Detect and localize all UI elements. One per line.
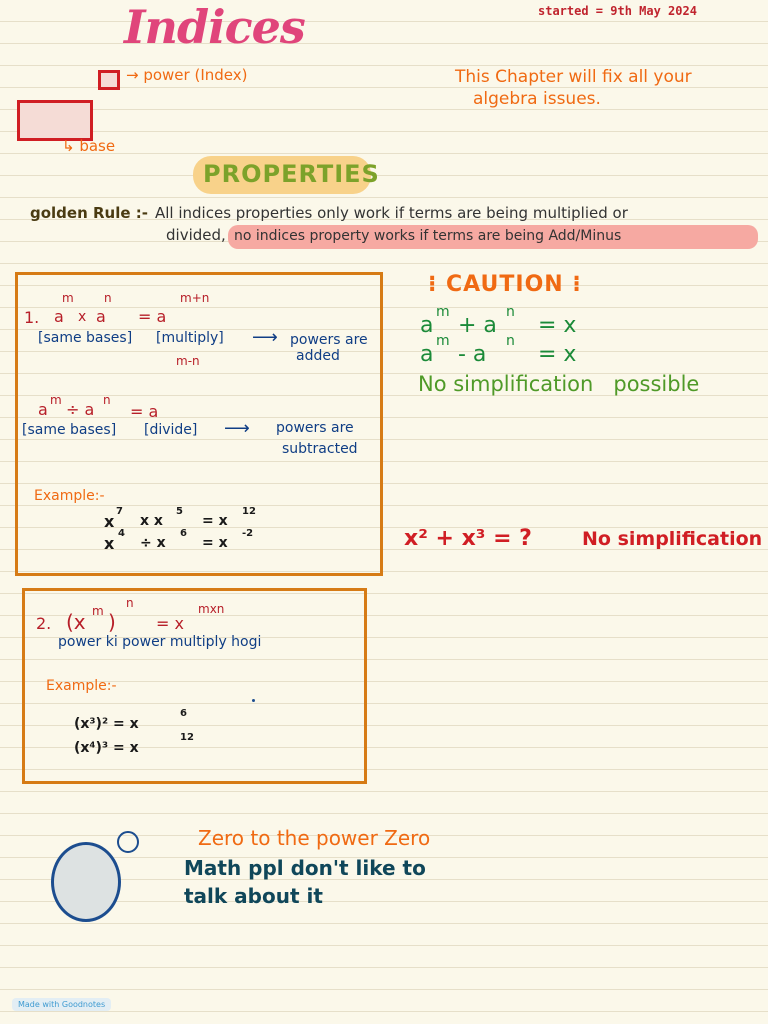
ink-dot: [252, 699, 255, 702]
rule-2-ex1-sup: 6: [180, 708, 187, 719]
ellipse-doodle: [51, 842, 121, 922]
rule-2-sup-m: m: [92, 604, 104, 618]
rule-1-div-sign: ÷ a: [66, 400, 95, 419]
rule-1-ex2-sup-6: 6: [180, 528, 187, 539]
rule-1-added-line-1: powers are: [290, 332, 368, 348]
rule-2-sup-n: n: [126, 596, 134, 610]
caution-eq1-plus: + a: [458, 313, 497, 338]
rule-1-ex2-equals: = x: [202, 535, 228, 551]
caution-eq1-rhs: = x: [538, 313, 577, 338]
rule-1-ex1-equals: = x: [202, 513, 228, 529]
rule-2-ex1: (x³)² = x: [74, 716, 139, 732]
rule-1-divide: [divide]: [144, 422, 198, 438]
rule-1-div-sup-n: n: [103, 393, 111, 407]
zero-power-heading: Zero to the power Zero: [198, 826, 431, 850]
rule-1-ex1-sup-7: 7: [116, 506, 123, 517]
rule-1-div-equals: = a: [130, 402, 159, 421]
rule-1-ex1-x: x: [104, 512, 115, 531]
base-box-diagram: [17, 100, 93, 141]
golden-rule-highlight-text: no indices property works if terms are being Add/Minus: [234, 228, 622, 244]
rule-1-ex2-sup-m2: -2: [242, 528, 254, 539]
rule-1-ex2-sup-4: 4: [118, 528, 125, 539]
rule-1-equals: = a: [138, 307, 167, 326]
rule-1-sup-m: m: [62, 291, 74, 305]
base-label-text: base: [79, 137, 116, 155]
caution-eq1-sup-n: n: [506, 304, 515, 320]
rule-1-base-a2: a: [96, 307, 106, 326]
rule-1-sup-mplusn: m+n: [180, 291, 210, 305]
rule-2-number: 2.: [36, 614, 52, 633]
rule-1-multiply: [multiply]: [156, 330, 224, 346]
rule-2-ex2-sup: 12: [180, 732, 194, 743]
rule-1-same-bases: [same bases]: [38, 330, 133, 346]
rule-1-ex1-sup-12: 12: [242, 506, 256, 517]
arrow-right-icon: ⟶: [252, 327, 278, 348]
rule-1-ex2-div: ÷ x: [140, 535, 166, 551]
rule-2-equals: = x: [156, 614, 184, 633]
caution-example-rhs: No simplification: [582, 528, 763, 550]
golden-rule-divided: divided,: [166, 226, 226, 244]
base-label: [62, 137, 115, 155]
chapter-note: [455, 66, 755, 110]
properties-heading: PROPERTIES: [203, 160, 380, 188]
rule-1-base-a1: a: [54, 307, 64, 326]
power-label: [126, 66, 247, 84]
rule-1-number: 1.: [24, 308, 40, 327]
power-label-text: power (Index): [143, 66, 248, 84]
rule-1-times: x: [78, 309, 87, 325]
goodnotes-badge: Made with Goodnotes: [12, 998, 111, 1011]
rule-1-div-base: a: [38, 400, 48, 419]
arrow-right-icon: ⟶: [224, 418, 250, 439]
arrow-hook-icon: ↳: [62, 137, 80, 155]
page-title: Indices: [124, 0, 305, 54]
rule-1-sub-line-1: powers are: [276, 420, 354, 436]
caution-eq2-sup-n: n: [506, 333, 515, 349]
rule-1-ex2-x: x: [104, 534, 115, 553]
caution-mark-left-icon: ⁝: [428, 272, 447, 297]
golden-rule-label: golden Rule :-: [30, 204, 148, 222]
caution-eq2-minus: - a: [458, 342, 487, 367]
power-box-diagram: [98, 70, 120, 90]
caution-mark-right-icon: ⁝: [563, 272, 582, 297]
rule-2-ex2: (x⁴)³ = x: [74, 740, 139, 756]
rule-1-ex1-times: x x: [140, 513, 163, 529]
arrow-right-icon: →: [126, 66, 144, 84]
rule-1-added-line-2: added: [296, 348, 340, 364]
zero-power-line-1: Math ppl don't like to: [184, 856, 426, 880]
caution-heading-text: CAUTION: [446, 272, 564, 297]
rule-1-div-sup-m: m: [50, 393, 62, 407]
caution-no-simplification: [418, 372, 699, 396]
caution-eq1-a: a: [420, 313, 434, 338]
caution-heading: [428, 272, 582, 297]
rule-2-description: power ki power multiply hogi: [58, 634, 262, 650]
started-date: started = 9th May 2024: [538, 4, 697, 18]
circle-doodle: [117, 831, 139, 853]
rule-1-same-bases-2: [same bases]: [22, 422, 117, 438]
chapter-note-line-2: algebra issues.: [473, 89, 601, 109]
rule-2-example-label: Example:-: [46, 678, 117, 694]
caution-eq1-sup-m: m: [436, 304, 450, 320]
golden-rule-text: All indices properties only work if terms are being multiplied or: [155, 204, 628, 222]
zero-power-line-2: talk about it: [184, 884, 323, 908]
rule-2-close: ): [108, 610, 116, 634]
rule-2-lhs: (x: [66, 610, 86, 634]
caution-possible-text: possible: [613, 372, 700, 396]
caution-no-simplification-text: No simplification: [418, 372, 594, 396]
rule-1-ex1-sup-5: 5: [176, 506, 183, 517]
rule-1-sup-n: n: [104, 291, 112, 305]
chapter-note-line-1: This Chapter will fix all your: [455, 67, 692, 87]
caution-eq2-rhs: = x: [538, 342, 577, 367]
rule-1-sup-mminusn: m-n: [176, 354, 200, 368]
caution-example-lhs: x² + x³ = ?: [404, 526, 532, 551]
rule-1-example-label: Example:-: [34, 488, 105, 504]
caution-eq2-sup-m: m: [436, 333, 450, 349]
rule-1-sub-line-2: subtracted: [282, 441, 358, 457]
caution-eq2-a: a: [420, 342, 434, 367]
rule-2-sup-mxn: mxn: [198, 602, 225, 616]
